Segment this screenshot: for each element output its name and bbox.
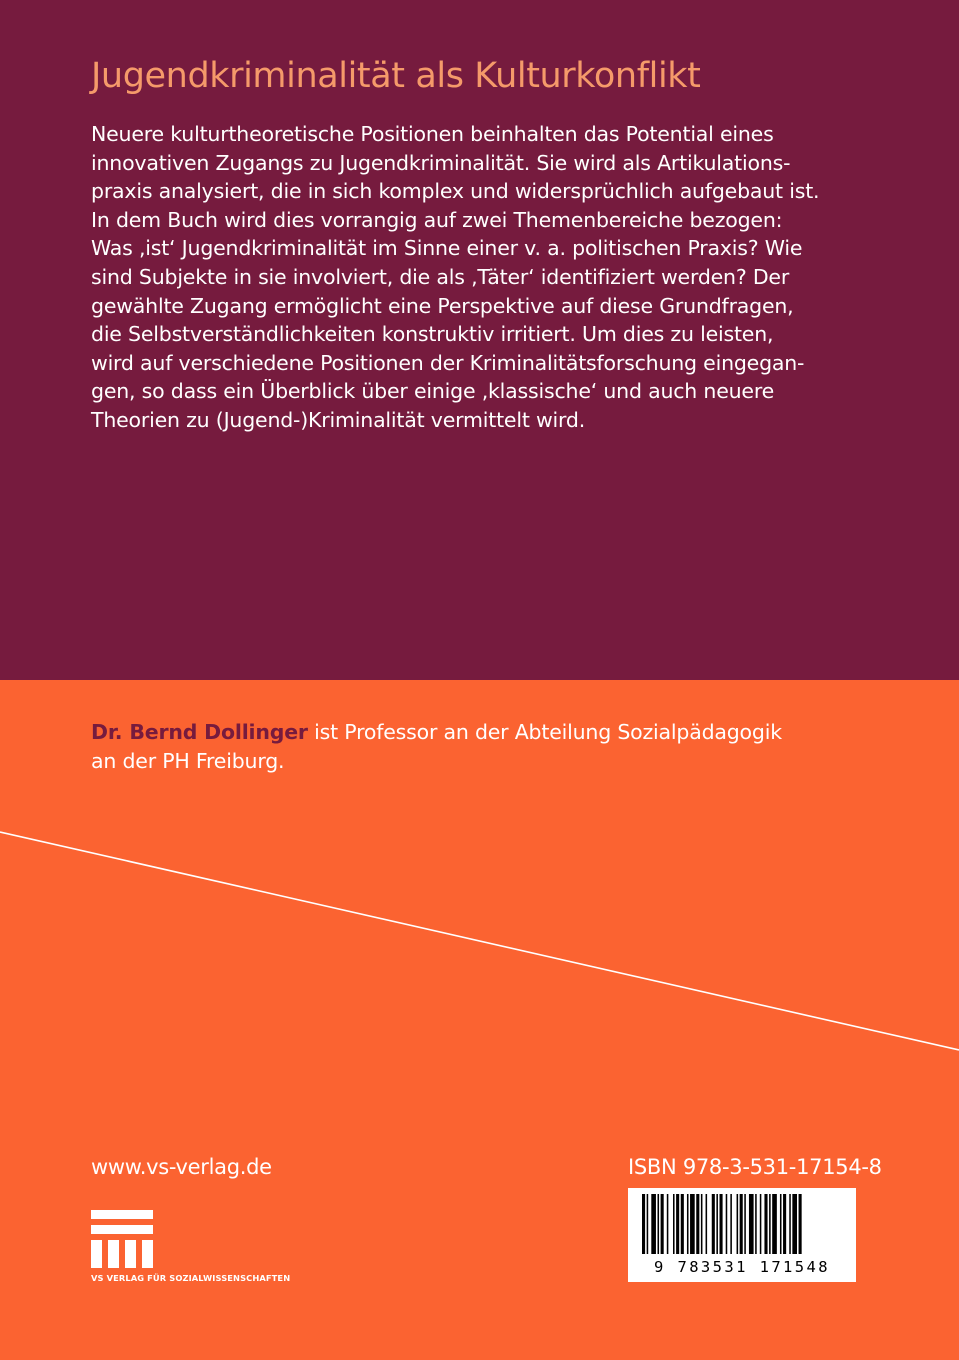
barcode-bar bbox=[676, 1194, 679, 1254]
barcode-bar bbox=[780, 1194, 782, 1254]
description-line: die Selbstverständlichkeiten konstruktiv irritiert. Um dies zu leisten, bbox=[91, 322, 774, 347]
barcode-bar bbox=[706, 1194, 708, 1254]
barcode-bar bbox=[720, 1194, 723, 1254]
description-line: praxis analysiert, die in sich komplex und widersprüchlich aufgebaut ist. bbox=[91, 179, 820, 204]
barcode-bar bbox=[712, 1194, 715, 1254]
barcode-bar bbox=[769, 1194, 771, 1254]
barcode-bar bbox=[690, 1194, 695, 1254]
barcode-bar bbox=[667, 1194, 669, 1254]
description-line: innovativen Zugangs zu Jugendkriminalität. Sie wird als Artikulations- bbox=[91, 150, 791, 175]
author-bio bbox=[91, 718, 891, 776]
barcode-bar bbox=[749, 1194, 754, 1254]
barcode-bar bbox=[701, 1194, 703, 1254]
barcode-bar bbox=[737, 1194, 739, 1254]
description-line: sind Subjekte in sie involviert, die als ‚Täter‘ identifiziert werden? Der bbox=[91, 264, 790, 289]
description-line: gen, so dass ein Überblick über einige ‚klassische‘ und auch neuere bbox=[91, 379, 775, 404]
barcode-bar bbox=[647, 1194, 649, 1254]
author-name: Dr. Bernd Dollinger bbox=[91, 720, 308, 744]
author-bio-line bbox=[91, 718, 891, 747]
barcode-bar bbox=[740, 1194, 743, 1254]
barcode-bar bbox=[642, 1194, 645, 1254]
description-line: In dem Buch wird dies vorrangig auf zwei Themenbereiche bezogen: bbox=[91, 207, 783, 232]
barcode-bars bbox=[628, 1188, 856, 1258]
barcode-bar bbox=[651, 1194, 656, 1254]
description-line: gewählte Zugang ermöglicht eine Perspektive auf diese Grundfragen, bbox=[91, 293, 794, 318]
publisher-logo-text: VS VERLAG FÜR SOZIALWISSENSCHAFTEN bbox=[91, 1273, 291, 1283]
publisher-website[interactable]: www.vs-verlag.de bbox=[91, 1155, 272, 1179]
description-line: wird auf verschiedene Positionen der Kriminalitätsforschung eingegan- bbox=[91, 350, 805, 375]
barcode-bar bbox=[673, 1194, 675, 1254]
description-line: Neuere kulturtheoretische Positionen beinhalten das Potential eines bbox=[91, 122, 774, 146]
barcode-bar bbox=[716, 1194, 718, 1254]
isbn-label: ISBN 978-3-531-17154-8 bbox=[628, 1155, 882, 1179]
barcode-bar bbox=[744, 1194, 746, 1254]
author-bio-line-2: an der PH Freiburg. bbox=[91, 749, 285, 773]
barcode-digits: 9 783531 171548 bbox=[654, 1258, 830, 1276]
isbn-barcode bbox=[628, 1188, 856, 1282]
description-line: Theorien zu (Jugend-)Kriminalität vermittelt wird. bbox=[91, 407, 586, 432]
barcode-bar bbox=[730, 1194, 732, 1254]
barcode-bar bbox=[792, 1194, 797, 1254]
book-description bbox=[91, 120, 931, 435]
author-bio-text: ist Professor an der Abteilung Sozialpädagogik bbox=[307, 720, 782, 744]
barcode-bar bbox=[658, 1194, 660, 1254]
barcode-bar bbox=[726, 1194, 728, 1254]
barcode-bar bbox=[696, 1194, 699, 1254]
barcode-bar bbox=[681, 1194, 684, 1254]
barcode-bar bbox=[783, 1194, 786, 1254]
barcode-bar bbox=[799, 1194, 802, 1254]
book-title: Jugendkriminalität als Kulturkonflikt bbox=[91, 56, 701, 96]
publisher-logo bbox=[91, 1210, 331, 1288]
barcode-bar bbox=[764, 1194, 767, 1254]
barcode-bar bbox=[755, 1194, 757, 1254]
barcode-bar bbox=[687, 1194, 689, 1254]
barcode-bar bbox=[760, 1194, 762, 1254]
description-line: Was ‚ist‘ Jugendkriminalität im Sinne einer v. a. politischen Praxis? Wie bbox=[91, 236, 803, 261]
vs-verlag-logo-icon bbox=[91, 1210, 153, 1268]
barcode-bar bbox=[789, 1194, 791, 1254]
barcode-bar bbox=[661, 1194, 664, 1254]
barcode-bar bbox=[772, 1194, 777, 1254]
